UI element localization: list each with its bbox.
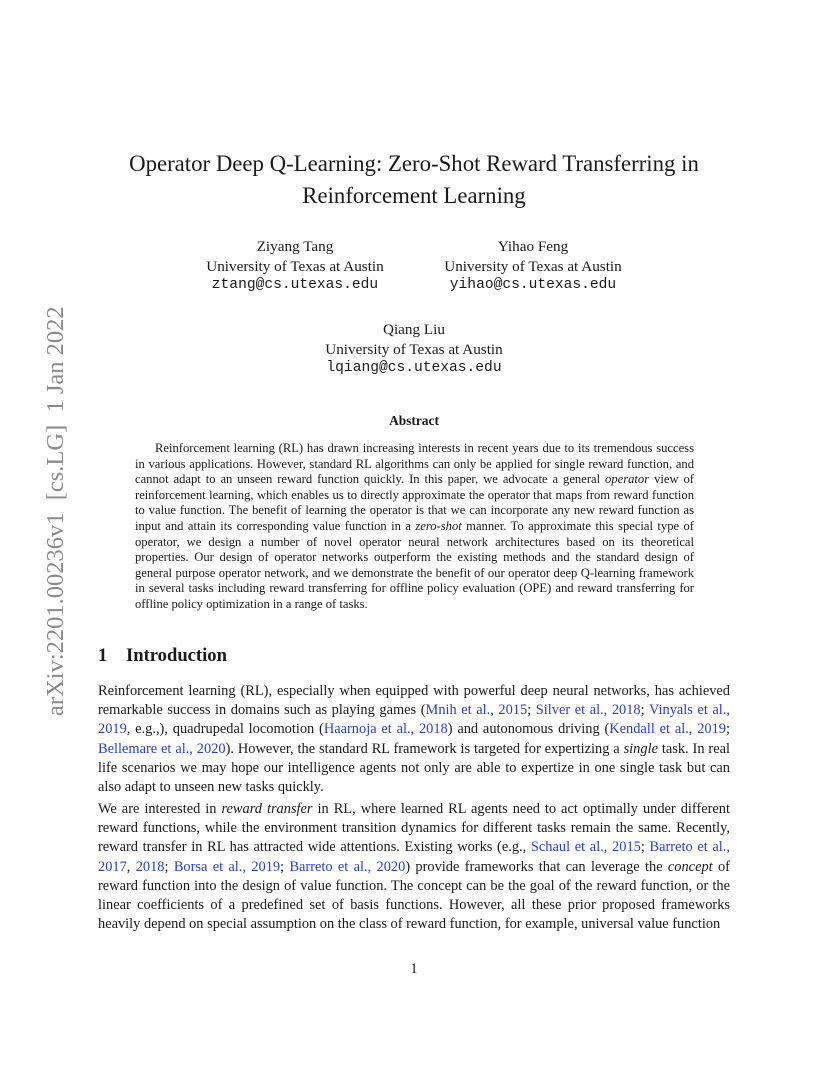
abstract-text: Reinforcement learning (RL) has drawn increasing interests in recent years due to its tremendous success in various applications. However, standard RL algorithms can only be applied for single reward function, and cannot adapt to an unseen reward function quickly. In this paper, we advocate a general [135,441,694,487]
citation-separator: ; [527,702,536,719]
intro-paragraph-2 [98,800,730,934]
section-number: 1 [98,645,108,666]
abstract-body [135,441,694,613]
author-email: ztang@cs.utexas.edu [211,277,379,293]
paper-title-line-1: Operator Deep Q-Learning: Zero-Shot Reward Transferring in [129,151,699,176]
author-affiliation: University of Texas at Austin [444,257,622,275]
citation-separator: ; [640,839,650,856]
citation-link[interactable]: Barreto et al., 2017 [98,839,730,875]
body-text: We are interested in [98,801,222,817]
author-name: Yihao Feng [497,238,569,255]
citation-link[interactable]: 2018 [135,858,165,875]
page-number: 1 [410,961,418,977]
author-email: yihao@cs.utexas.edu [449,277,617,293]
author-name: Qiang Liu [382,321,445,338]
citation-link[interactable]: Bellemare et al., 2020 [98,740,226,757]
paper-title [98,148,730,212]
body-text: task. In real life scenarios we may hope our intelligence agents not only are able to expertize in one single task but can also adapt to unseen new tasks quickly. [98,740,730,796]
author-email: lqiang@cs.utexas.edu [326,360,502,376]
abstract-emphasis: zero-shot [415,518,462,533]
arxiv-identifier-stamp [4,296,69,716]
emphasis-text: concept [667,858,713,875]
author-block-2 [428,237,638,296]
citation-link[interactable]: Schaul et al., 2015 [530,839,641,856]
body-text: ) provide frameworks that can leverage the [405,858,668,875]
abstract-emphasis: operator [605,472,650,487]
citation-link[interactable]: Kendall et al., 2019 [609,721,726,738]
emphasis-text: single [623,740,658,757]
citation-link[interactable]: Barreto et al., 2020 [289,858,406,875]
citation-separator: , [126,858,136,875]
body-text: ) and autonomous driving ( [447,721,610,738]
citation-link[interactable]: Mnih et al., 2015 [425,702,528,719]
author-block-3 [300,320,528,379]
citation-link[interactable]: Haarnoja et al., 2018 [323,721,448,738]
author-name: Ziyang Tang [256,238,334,255]
citation-link[interactable]: Vinyals et al., 2019 [98,702,730,738]
citation-separator: ; [640,702,649,719]
body-text: Reinforcement learning (RL), especially when equipped with powerful deep neural networks, has achieved remarkable success in domains such as playing games ( [98,683,730,719]
emphasis-text: reward transfer [221,801,313,817]
citation-separator: ; [164,858,174,875]
arxiv-identifier-text: arXiv:2201.00236v1 [cs.LG] 1 Jan 2022 [42,306,69,716]
author-block-1 [190,237,400,296]
section-heading-introduction [98,645,227,667]
citation-separator: ; [280,858,290,875]
author-affiliation: University of Texas at Austin [325,340,503,358]
citation-link[interactable]: Borsa et al., 2019 [173,858,281,875]
paper-title-line-2: Reinforcement Learning [302,183,526,208]
body-text: , e.g.,), quadrupedal locomotion ( [126,721,324,738]
author-affiliation: University of Texas at Austin [206,257,384,275]
abstract-heading: Abstract [389,413,439,428]
body-text: of reward function into the design of value function. The concept can be the goal of the reward function, or the linear coefficients of a predefined set of basis functions. However, all these prior proposed frameworks heavily depend on special assumption on the class of reward function, for example, universal value function [98,858,730,933]
body-text: ). However, the standard RL framework is targeted for expertizing a [225,740,624,757]
citation-link[interactable]: Silver et al., 2018 [535,702,641,719]
section-title: Introduction [126,645,227,666]
abstract-text: view of reinforcement learning, which enables us to directly approximate the operator that maps from reward function to value function. The benefit of learning the operator is that we can incorporate any new reward function as input and attain its corresponding value function in a [135,472,694,533]
citation-separator: ; [725,721,730,738]
body-text: in RL, where learned RL agents need to act optimally under different reward functions, while the environment transition dynamics for different tasks remain the same. Recently, reward transfer in RL has attracted wide attentions. Existing works (e.g., [98,801,730,856]
intro-paragraph-1 [98,682,730,797]
abstract-text: manner. To approximate this special type of operator, we design a number of novel operator neural network architectures based on its theoretical properties. Our design of operator networks outperform the existing methods and the standard design of general purpose operator network, and we demonstrate the benefit of our operator deep Q-learning framework in several tasks including reward transferring for offline policy evaluation (OPE) and reward transferring for offline policy optimization in a range of tasks. [135,518,695,611]
